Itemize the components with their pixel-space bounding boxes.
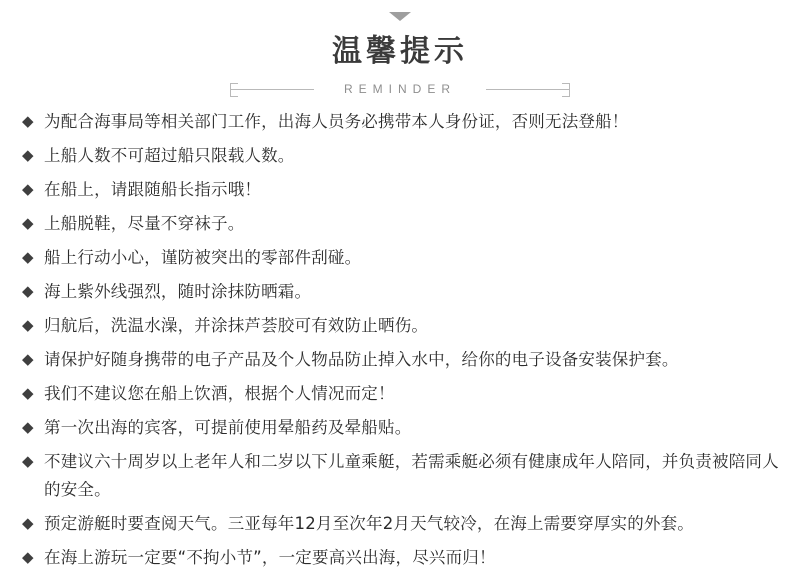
corner-bottom-right-icon	[562, 89, 570, 97]
list-item	[22, 414, 782, 442]
list-item-text: 不建议六十周岁以上老年人和二岁以下儿童乘艇，若需乘艇必须有健康成年人陪同，并负责被陪同人的安全。	[44, 452, 779, 499]
page-header	[0, 34, 800, 102]
diamond-bullet-icon: ◆	[22, 147, 34, 164]
list-item-text: 在海上游玩一定要“不拘小节”，一定要高兴出海，尽兴而归！	[44, 548, 496, 567]
notice-list	[22, 108, 782, 578]
list-item	[22, 312, 782, 340]
list-item-text: 第一次出海的宾客，可提前使用晕船药及晕船贴。	[44, 418, 412, 437]
list-item-text: 船上行动小心，谨防被突出的零部件刮碰。	[44, 248, 362, 267]
list-item-text: 归航后，洗温水澡，并涂抹芦荟胶可有效防止晒伤。	[44, 316, 429, 335]
list-item	[22, 176, 782, 204]
list-item-text: 上船人数不可超过船只限载人数。	[44, 146, 295, 165]
diamond-bullet-icon: ◆	[22, 419, 34, 436]
diamond-bullet-icon: ◆	[22, 385, 34, 402]
list-item	[22, 244, 782, 272]
list-item-text: 请保护好随身携带的电子产品及个人物品防止掉入水中，给你的电子设备安装保护套。	[44, 350, 679, 369]
diamond-bullet-icon: ◆	[22, 317, 34, 334]
list-item-text: 上船脱鞋，尽量不穿袜子。	[44, 214, 245, 233]
list-item	[22, 448, 782, 504]
diamond-bullet-icon: ◆	[22, 549, 34, 566]
diamond-bullet-icon: ◆	[22, 181, 34, 198]
list-item-text: 在船上，请跟随船长指示哦！	[44, 180, 262, 199]
list-item-text: 为配合海事局等相关部门工作，出海人员务必携带本人身份证，否则无法登船！	[44, 112, 629, 131]
list-item-text: 我们不建议您在船上饮酒，根据个人情况而定！	[44, 384, 395, 403]
corner-top-right-icon	[562, 83, 570, 91]
diamond-bullet-icon: ◆	[22, 113, 34, 130]
list-item	[22, 346, 782, 374]
list-item	[22, 210, 782, 238]
page-subtitle: REMINDER	[343, 82, 456, 96]
list-item	[22, 510, 782, 538]
list-item	[22, 142, 782, 170]
diamond-bullet-icon: ◆	[22, 515, 34, 532]
corner-bottom-left-icon	[230, 89, 238, 97]
subtitle-decoration	[230, 76, 570, 102]
diamond-bullet-icon: ◆	[22, 249, 34, 266]
triangle-down-icon	[389, 12, 411, 21]
list-item	[22, 380, 782, 408]
page-title: 温馨提示	[332, 34, 468, 69]
list-item-text: 海上紫外线强烈，随时涂抹防晒霜。	[44, 282, 312, 301]
list-item-text: 预定游艇时要查阅天气。三亚每年12月至次年2月天气较冷，在海上需要穿厚实的外套。	[44, 514, 694, 533]
diamond-bullet-icon: ◆	[22, 215, 34, 232]
diamond-bullet-icon: ◆	[22, 283, 34, 300]
list-item	[22, 108, 782, 136]
list-item	[22, 278, 782, 306]
diamond-bullet-icon: ◆	[22, 351, 34, 368]
diamond-bullet-icon: ◆	[22, 453, 34, 470]
list-item	[22, 544, 782, 572]
